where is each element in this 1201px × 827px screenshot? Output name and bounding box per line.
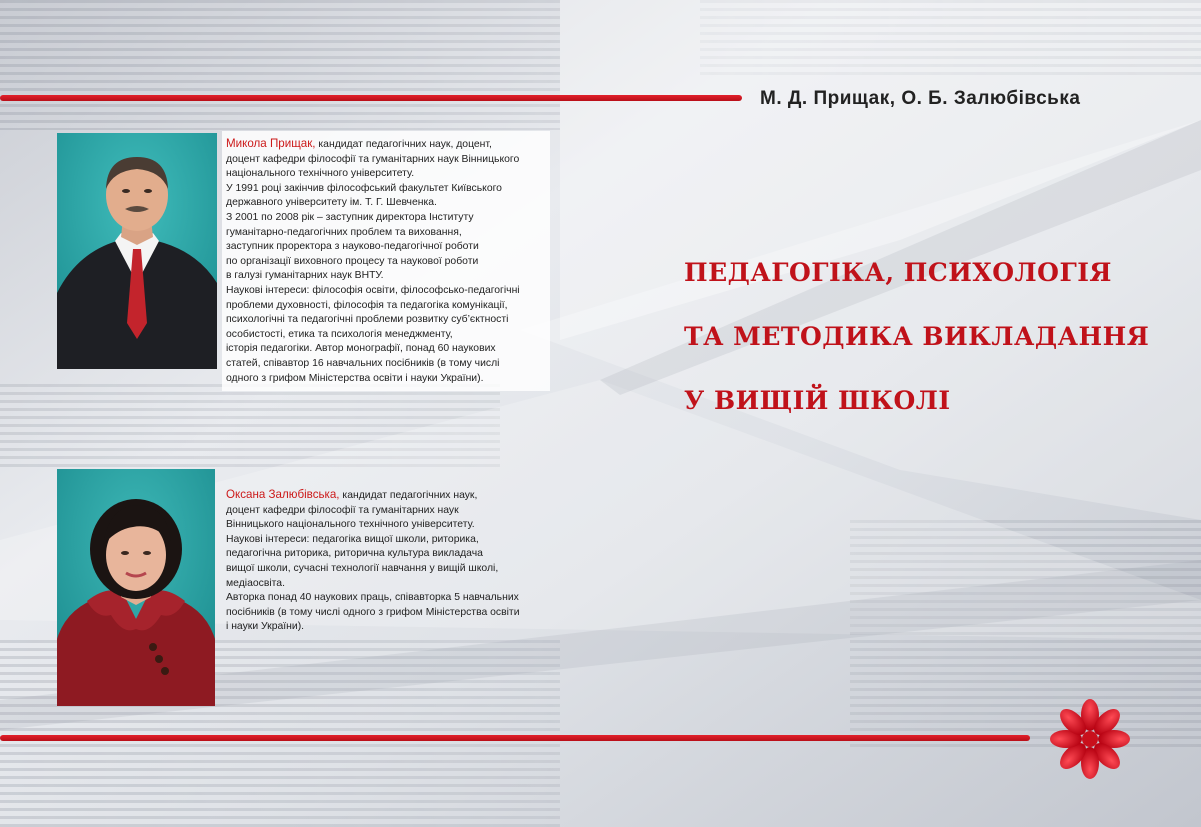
authors-line: М. Д. Прищак, О. Б. Залюбівська	[760, 88, 1081, 109]
bottom-red-rule	[0, 735, 1030, 741]
bio2-line-0: кандидат педагогічних наук,	[339, 490, 478, 501]
bio1-line: гуманітарно-педагогічних проблем та виховання,	[226, 226, 462, 238]
bio2-line: Наукові інтереси: педагогіка вищої школи, риторика,	[226, 533, 479, 545]
bio1-line: психологічні та педагогічні проблеми розвитку суб’єктності	[226, 314, 509, 326]
bio2-name: Оксана Залюбівська,	[226, 488, 340, 501]
title-line-2: ТА МЕТОДИКА ВИКЛАДАННЯ	[684, 322, 1150, 351]
bio2-line: вищої школи, сучасні технології навчання у вищій школі,	[226, 562, 499, 574]
bio2-line: посібників (в тому числі одного з грифом Міністерства освіти	[226, 606, 520, 618]
bio1-line: заступник проректора з науково-педагогічної роботи	[226, 241, 479, 253]
red-flower-logo-icon	[1046, 695, 1134, 783]
bio1-line: історія педагогіки. Автор монографії, понад 60 наукових	[226, 343, 496, 355]
author-bio-2	[222, 484, 552, 634]
author-bio-1	[222, 131, 550, 391]
bio2-line: і науки України).	[226, 621, 305, 633]
bio1-line-0: кандидат педагогічних наук, доцент,	[315, 139, 492, 150]
bio1-line: особистості, етика та психологія менеджменту,	[226, 328, 453, 340]
bio1-line: У 1991 році закінчив філософський факультет Київського	[226, 182, 502, 194]
author-photo-1	[57, 133, 217, 369]
bio2-line: Вінницького національного технічного університету.	[226, 519, 475, 531]
book-title	[684, 250, 1184, 442]
bio1-line: національного технічного університету.	[226, 168, 415, 180]
title-line-3: У ВИЩІЙ ШКОЛІ	[684, 386, 951, 415]
portrait-male	[57, 133, 217, 369]
bio2-line: Авторка понад 40 наукових праць, співавторка 5 навчальних	[226, 592, 519, 604]
top-red-rule	[0, 95, 742, 101]
bio1-line: по організації виховного процесу та наукової роботи	[226, 255, 479, 267]
portrait-female	[57, 469, 215, 706]
bio2-line: доцент кафедри філософії та гуманітарних наук	[226, 504, 459, 516]
bio2-first-line	[226, 488, 552, 504]
bio1-line: доцент кафедри філософії та гуманітарних наук Вінницького	[226, 153, 520, 165]
bio1-line: Наукові інтереси: філософія освіти, філософсько-педагогічні	[226, 284, 520, 296]
bio2-line: медіаосвіта.	[226, 577, 285, 589]
bio1-line: державного університету ім. Т. Г. Шевченка.	[226, 197, 437, 209]
title-line-1: ПЕДАГОГІКА, ПСИХОЛОГІЯ	[684, 258, 1112, 287]
bio1-line: проблеми духовності, філософія та педагогіка комунікації,	[226, 299, 508, 311]
bio1-line: статей, співавтор 16 навчальних посібників (в тому числі	[226, 357, 500, 369]
bio2-line: педагогічна риторика, риторична культура викладача	[226, 548, 483, 560]
bio1-line: в галузі гуманітарних наук ВНТУ.	[226, 270, 384, 282]
author-photo-2	[57, 469, 215, 706]
bio1-line: одного з грифом Міністерства освіти і науки України).	[226, 372, 484, 384]
bio1-first-line	[226, 137, 550, 153]
bio1-line: З 2001 по 2008 рік – заступник директора Інституту	[226, 211, 474, 223]
bio1-name: Микола Прищак,	[226, 137, 316, 150]
